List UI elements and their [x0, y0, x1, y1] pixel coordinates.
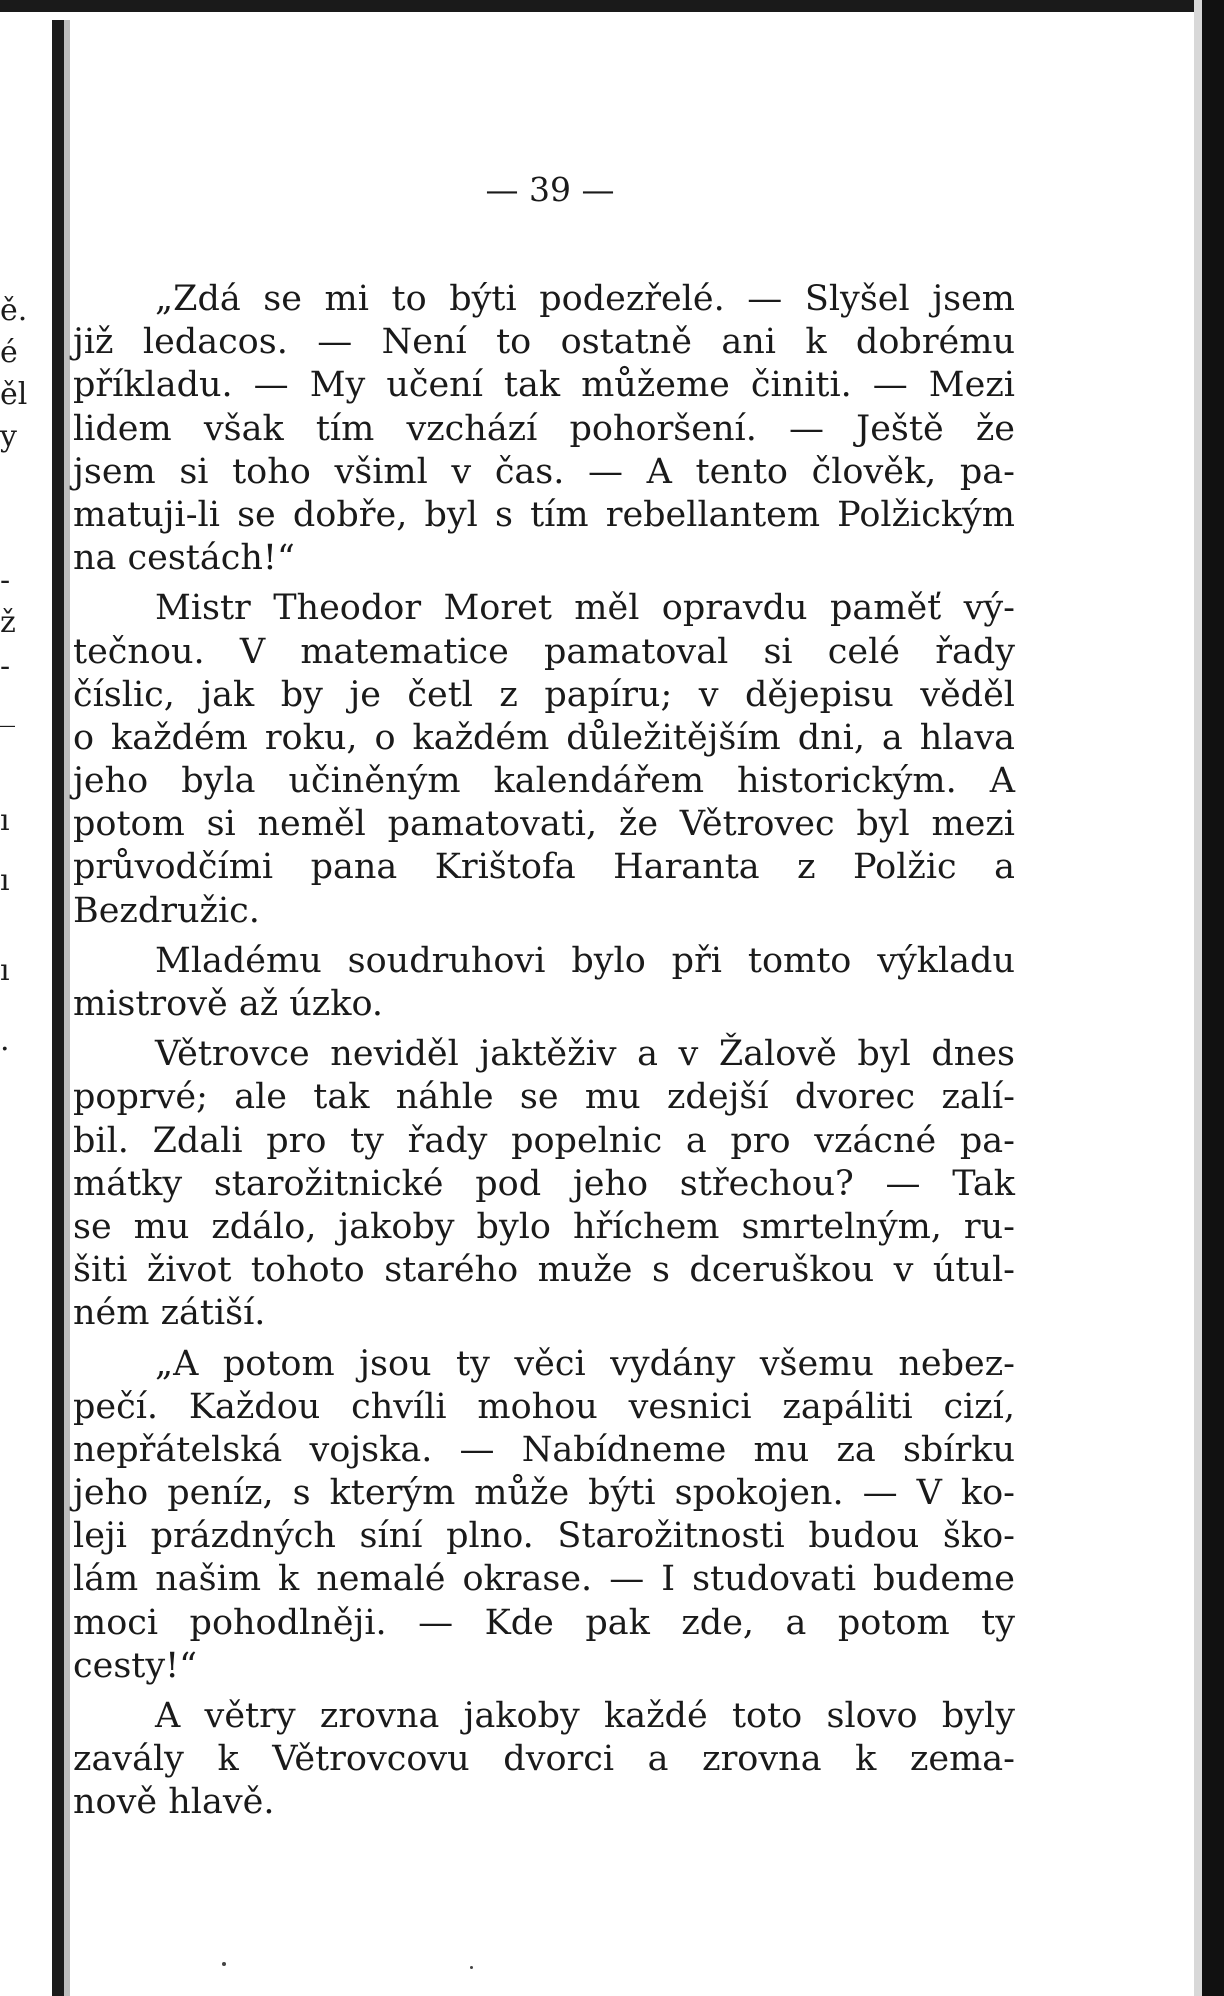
text-line: jeho peníz, s kterým může býti spokojen. — V ko- — [73, 1473, 1015, 1514]
text-line: leji prázdných síní plno. Starožitnosti budou ško- — [73, 1516, 1015, 1557]
text-line: Větrovce neviděl jaktěživ a v Žalově byl dnes — [155, 1034, 1015, 1075]
text-line: „Zdá se mi to býti podezřelé. — Slyšel jsem — [155, 279, 1015, 319]
text-line: matuji-li se dobře, byl s tím rebellantem Polžickým — [73, 494, 1015, 535]
margin-fragment: ı — [0, 803, 10, 838]
text-line: Mistr Theodor Moret měl opravdu paměť vý- — [155, 588, 1015, 629]
text-line: jsem si toho všiml v čas. — A tento člověk, pa- — [73, 451, 1015, 492]
speck — [222, 1962, 226, 1966]
text-line: průvodčími pana Krištofa Haranta z Polžic a — [73, 847, 1015, 888]
speck — [470, 1966, 473, 1969]
margin-fragment: ž — [0, 605, 16, 640]
margin-fragment: - — [0, 563, 11, 598]
text-line: pečí. Každou chvíli mohou vesnici zapáliti cizí, — [73, 1386, 1015, 1427]
text-line: číslic, jak by je četl z papíru; v dějepisu věděl — [73, 674, 1015, 715]
page-edge-shadow — [1194, 0, 1202, 1996]
text-line: nepřátelská vojska. — Nabídneme mu za sbírku — [73, 1429, 1015, 1470]
margin-fragment: _ — [0, 693, 15, 728]
margin-fragment: - — [0, 649, 11, 684]
text-line: Mladému soudruhovi bylo při tomto výkladu — [155, 940, 1015, 981]
paragraph — [73, 940, 1015, 1026]
text-line: se mu zdálo, jakoby bylo hříchem smrtelným, ru- — [73, 1206, 1015, 1247]
text-line: zavály k Větrovcovu dvorci a zrovna k zema- — [73, 1739, 1015, 1780]
scan-edge-right — [1202, 0, 1224, 1996]
paragraph — [73, 1343, 1015, 1689]
page-gutter — [52, 20, 64, 1996]
text-line: moci pohodlněji. — Kde pak zde, a potom ty — [73, 1602, 1015, 1643]
text-line: o každém roku, o každém důležitějším dni, a hlava — [73, 717, 1015, 758]
margin-fragment: ěl — [0, 377, 28, 412]
margin-fragment: . — [0, 1023, 10, 1058]
text-line: potom si neměl pamatovati, že Větrovec byl mezi — [73, 804, 1015, 845]
facing-page-fragments — [0, 40, 50, 1058]
text-line: příkladu. — My učení tak můžeme činiti. — Mezi — [73, 365, 1015, 406]
paragraph — [73, 1033, 1015, 1335]
text-line: jeho byla učiněným kalendářem historickým. A — [73, 761, 1015, 802]
paragraph — [73, 1695, 1015, 1825]
text-line: A větry zrovna jakoby každé toto slovo byly — [155, 1696, 1015, 1736]
text-line: lám našim k nemalé okrase. — I studovati budeme — [73, 1559, 1015, 1600]
text-line: bil. Zdali pro ty řady popelnic a pro vzácné pa- — [73, 1120, 1015, 1161]
text-line: šiti život tohoto starého muže s dceruškou v útul- — [73, 1250, 1015, 1291]
text-line: na cestách!“ — [73, 538, 295, 579]
text-line: nově hlavě. — [73, 1782, 275, 1823]
paragraph — [73, 587, 1015, 933]
text-line: lidem však tím vzchází pohoršení. — Ještě že — [73, 408, 1015, 449]
page-number: — 39 — — [485, 170, 615, 209]
text-line: tečnou. V matematice pamatoval si celé řady — [73, 631, 1015, 672]
text-line: mátky starožitnické pod jeho střechou? — Tak — [73, 1163, 1015, 1204]
text-line: Bezdružic. — [73, 890, 260, 931]
text-line: ném zátiší. — [73, 1293, 266, 1334]
text-line: „A potom jsou ty věci vydány všemu nebez- — [155, 1343, 1015, 1384]
margin-fragment: y — [0, 419, 17, 454]
body-text — [73, 278, 1015, 1825]
margin-fragment: ı — [0, 863, 10, 898]
scan-edge-top — [0, 0, 1224, 12]
margin-fragment: é — [0, 335, 18, 370]
text-line: poprvé; ale tak náhle se mu zdejší dvorec zalí- — [73, 1077, 1015, 1118]
margin-fragment: ě. — [0, 293, 28, 328]
text-line: cesty!“ — [73, 1645, 198, 1686]
text-line: mistrově až úzko. — [73, 984, 384, 1024]
margin-fragment: ı — [0, 953, 10, 988]
gutter-shadow — [64, 20, 70, 1996]
text-line: již ledacos. — Není to ostatně ani k dobrému — [73, 322, 1015, 363]
paragraph — [73, 278, 1015, 580]
